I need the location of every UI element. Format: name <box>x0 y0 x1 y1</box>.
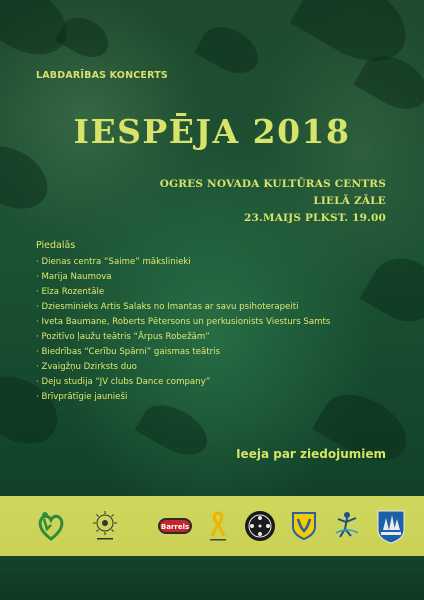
participant-item: · Biedrības “Cerību Spārni” gaismas teātris <box>36 347 221 357</box>
participants-heading: Piedalās <box>36 240 76 251</box>
sun-circle-logo <box>90 508 122 544</box>
participant-item: · Elza Rozentāle <box>36 287 105 297</box>
participant-item: · Dienas centra “Saime” mākslinieki <box>36 257 191 267</box>
participant-item: · Deju studija “JV clubs Dance company” <box>36 377 211 387</box>
film-reel-logo <box>243 508 277 544</box>
sponsor-bar <box>0 496 424 556</box>
dancer-logo <box>332 508 362 544</box>
bottom-strip <box>0 556 424 600</box>
barrels-logo <box>157 508 193 544</box>
participant-item: · Iveta Baumane, Roberts Pētersons un perkusionists Viesturs Samts <box>36 317 331 327</box>
participant-item: · Marija Naumova <box>36 272 112 282</box>
wings-shield-logo <box>289 508 319 544</box>
participant-item: · Dziesminieks Artis Salaks no Imantas ar savu psihoterapeiti <box>36 302 299 312</box>
venue-name: OGRES NOVADA KULTŪRAS CENTRS <box>159 178 386 190</box>
venue-block <box>160 176 386 227</box>
participants-list <box>36 255 330 405</box>
ribbon-logo <box>205 508 231 544</box>
participant-item: · Pozitīvo ļaužu teātris “Ārpus Robežām” <box>36 332 210 342</box>
tree-coat-of-arms <box>374 508 408 544</box>
event-subtitle: LABDARĪBAS KONCERTS <box>36 70 168 81</box>
entry-note: Ieeja par ziedojumiem <box>236 447 386 461</box>
event-datetime: 23.MAIJS PLKST. 19.00 <box>244 212 386 224</box>
participant-item: · Brīvprātīgie jaunieši <box>36 392 128 402</box>
venue-hall: LIELĀ ZĀLE <box>313 195 386 207</box>
saime-heart-logo <box>34 508 68 544</box>
participant-item: · Zvaigžņu Dzirksts duo <box>36 362 137 372</box>
event-title: IESPĒJA 2018 <box>73 112 351 151</box>
barrels-logo-text: Barrels <box>161 523 190 531</box>
participants-section <box>36 240 330 405</box>
